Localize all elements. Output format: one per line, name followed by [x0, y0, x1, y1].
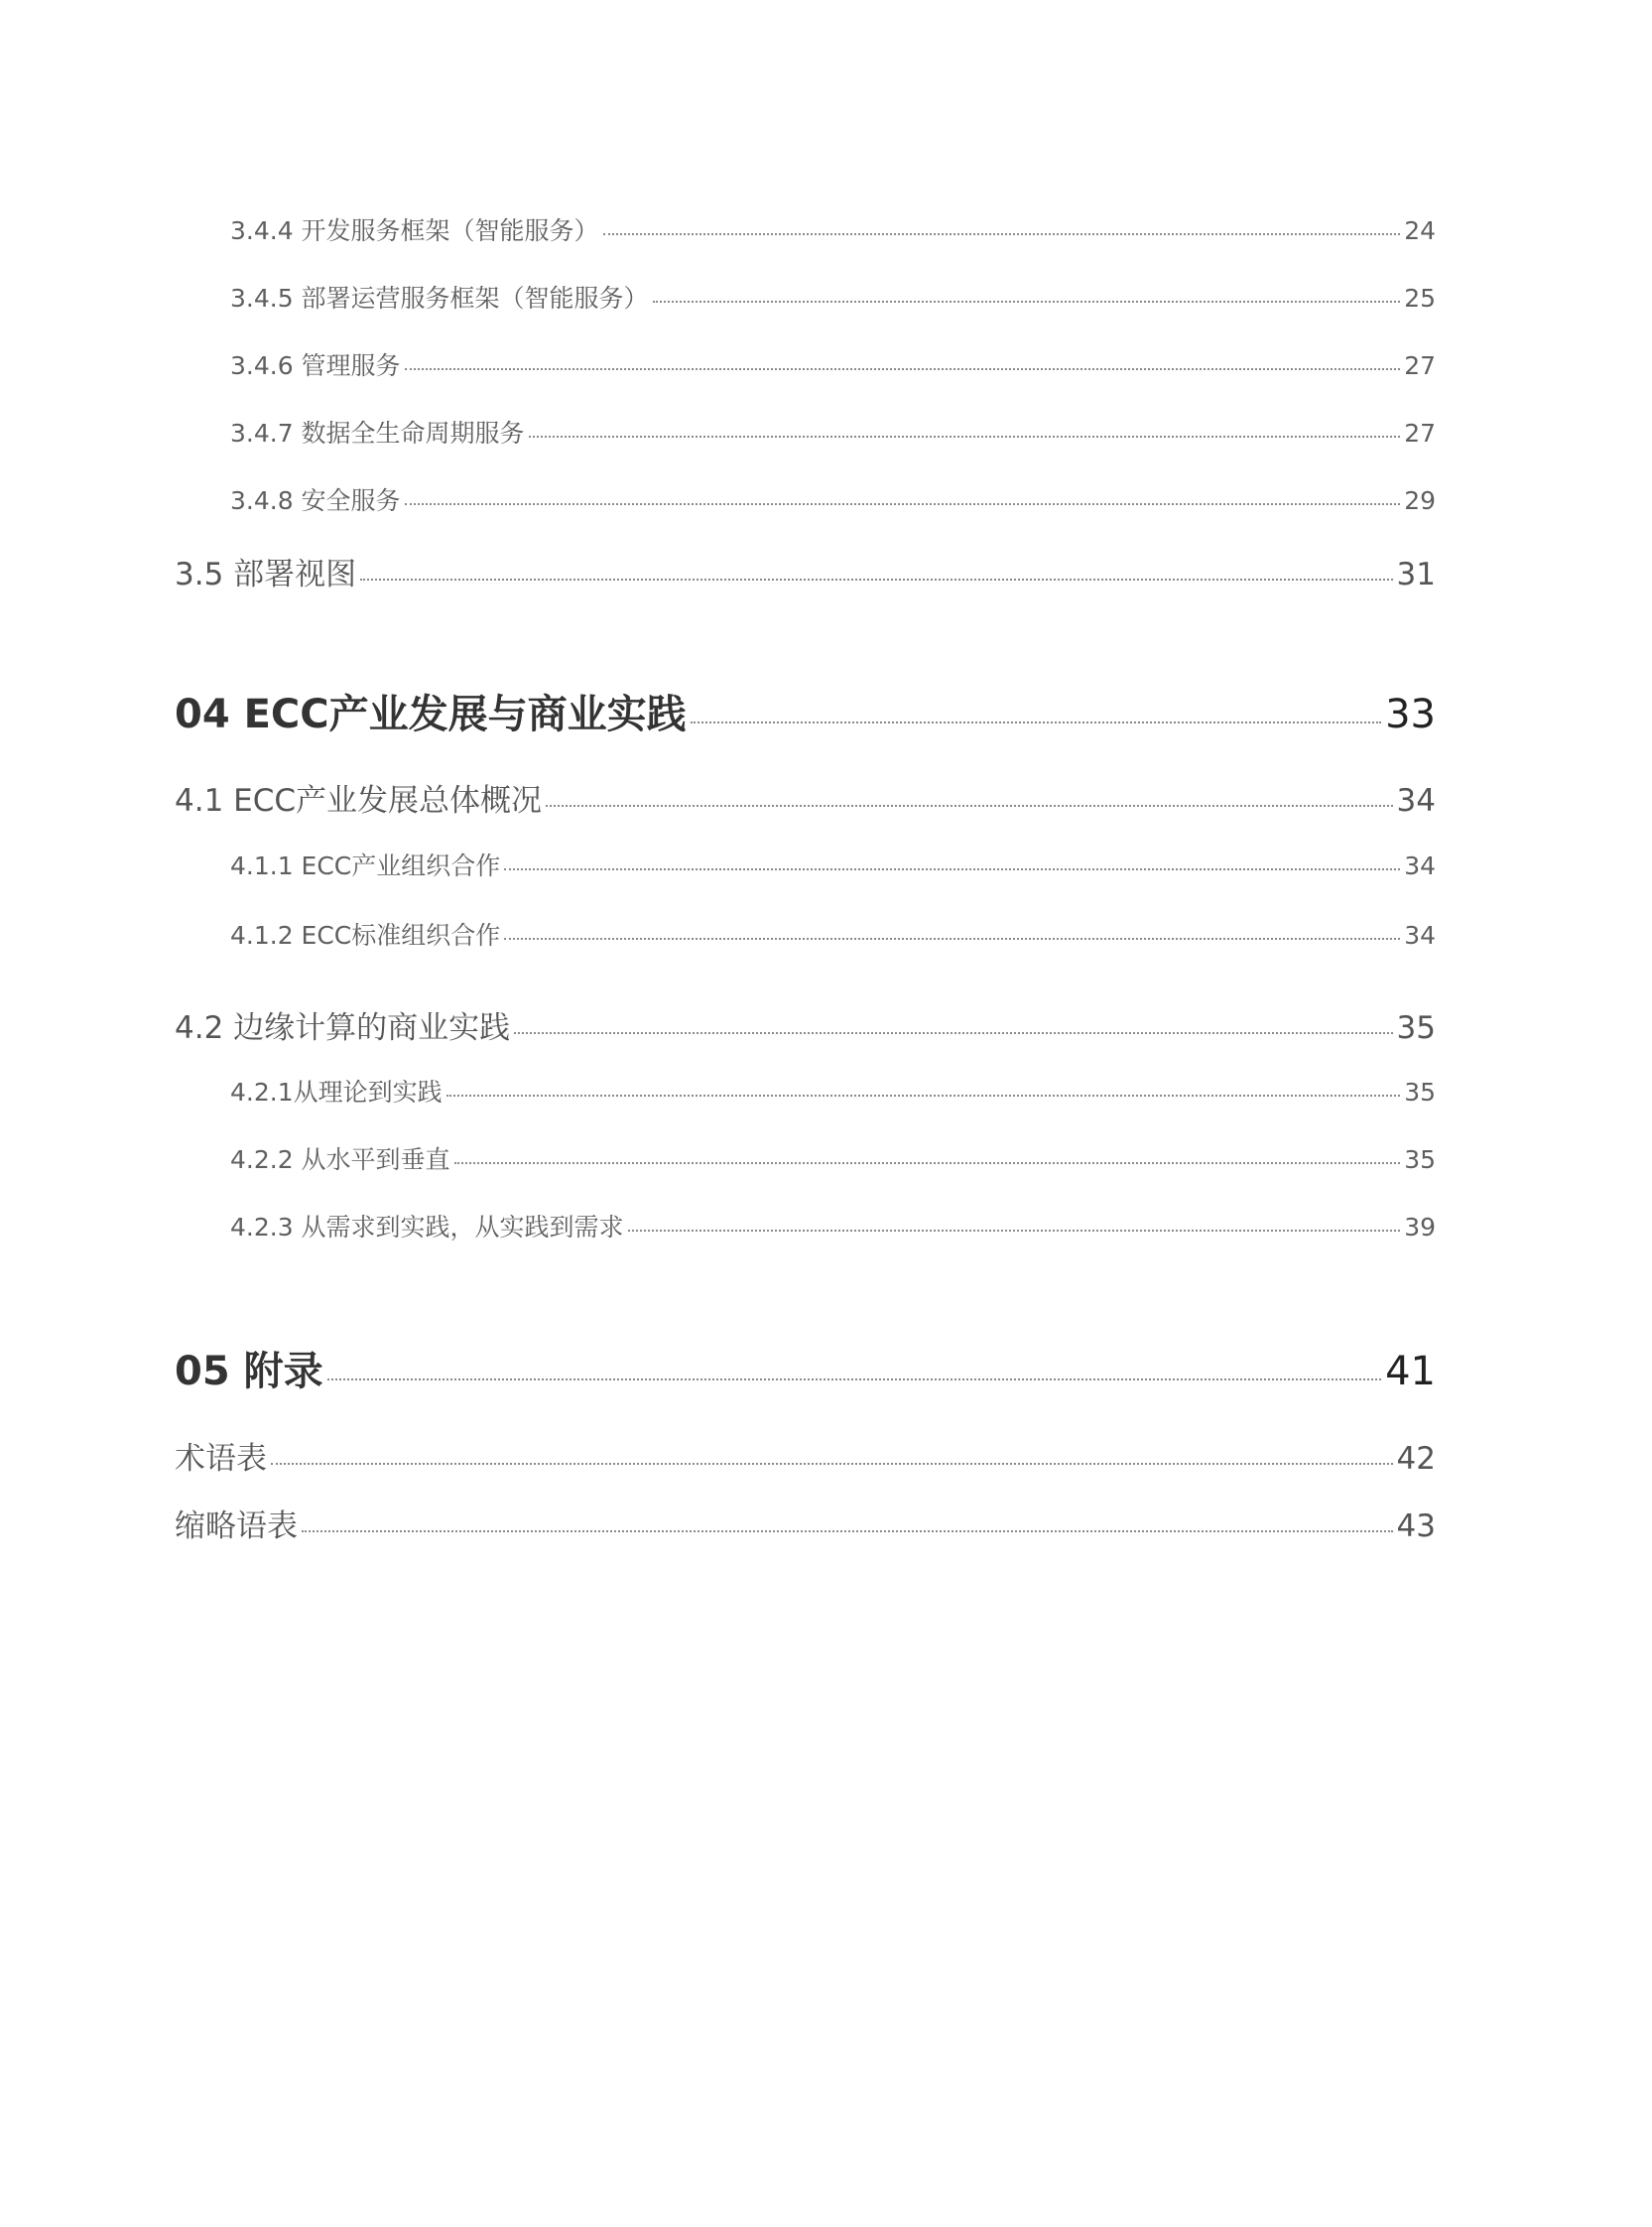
dot-leader: [405, 503, 1401, 505]
dot-leader: [327, 1378, 1382, 1380]
toc-entry-label: 4.2.3 从需求到实践，从实践到需求: [230, 1213, 624, 1242]
dot-leader: [504, 938, 1400, 940]
toc-entry-label: 04 ECC产业发展与商业实践: [175, 692, 687, 737]
toc-entry-4-2-3[interactable]: [230, 1208, 1436, 1244]
toc-chapter-04[interactable]: [175, 683, 1436, 739]
toc-entry-abbreviations[interactable]: [175, 1501, 1436, 1545]
dot-leader: [546, 805, 1393, 807]
toc-entry-4-2-1[interactable]: [230, 1073, 1436, 1109]
toc-entry-3-4-6[interactable]: [230, 346, 1436, 382]
toc-entry-page: 35: [1396, 1010, 1436, 1046]
toc-entry-page: 39: [1404, 1213, 1436, 1242]
toc-entry-page: 35: [1404, 1145, 1436, 1174]
toc-entry-label: 05 附录: [175, 1349, 323, 1394]
toc-entry-page: 34: [1404, 921, 1436, 950]
dot-leader: [360, 579, 1392, 581]
toc-entry-label: 3.4.8 安全服务: [230, 486, 401, 515]
dot-leader: [653, 301, 1401, 303]
dot-leader: [628, 1230, 1401, 1232]
toc-entry-label: 缩略语表: [175, 1508, 298, 1544]
toc-entry-4-1-2[interactable]: [230, 916, 1436, 952]
toc-entry-label: 3.4.7 数据全生命周期服务: [230, 419, 525, 448]
dot-leader: [454, 1162, 1401, 1164]
toc-entry-page: 27: [1404, 351, 1436, 380]
toc-entry-4-1[interactable]: [175, 775, 1436, 820]
toc-entry-page: 34: [1396, 783, 1436, 819]
toc-entry-4-1-1[interactable]: [230, 847, 1436, 882]
toc-entry-4-2[interactable]: [175, 1002, 1436, 1047]
toc-entry-label: 3.4.5 部署运营服务框架（智能服务）: [230, 284, 649, 313]
toc-entry-page: 43: [1396, 1508, 1436, 1544]
toc-entry-page: 33: [1385, 692, 1436, 737]
toc-entry-page: 24: [1404, 216, 1436, 245]
toc-entry-label: 3.4.4 开发服务框架（智能服务）: [230, 216, 599, 245]
toc-entry-label: 3.5 部署视图: [175, 557, 357, 592]
toc-entry-3-4-7[interactable]: [230, 414, 1436, 450]
dot-leader: [514, 1032, 1392, 1034]
toc-entry-3-4-5[interactable]: [230, 279, 1436, 315]
toc-chapter-05[interactable]: [175, 1340, 1436, 1396]
toc-entry-label: 4.1.1 ECC产业组织合作: [230, 852, 501, 880]
dot-leader: [603, 233, 1401, 235]
toc-entry-label: 术语表: [175, 1441, 267, 1477]
toc-entry-label: 4.1.2 ECC标准组织合作: [230, 921, 501, 950]
toc-entry-label: 4.2.1从理论到实践: [230, 1078, 443, 1107]
toc-entry-3-4-8[interactable]: [230, 481, 1436, 517]
toc-entry-glossary[interactable]: [175, 1433, 1436, 1478]
toc-entry-label: 3.4.6 管理服务: [230, 351, 401, 380]
dot-leader: [691, 721, 1381, 723]
toc-entry-page: 29: [1404, 486, 1436, 515]
toc-entry-label: 4.2.2 从水平到垂直: [230, 1145, 450, 1174]
toc-entry-page: 31: [1396, 557, 1436, 592]
dot-leader: [271, 1463, 1393, 1465]
toc-entry-page: 34: [1404, 852, 1436, 880]
toc-entry-4-2-2[interactable]: [230, 1140, 1436, 1176]
toc-entry-page: 25: [1404, 284, 1436, 313]
toc-entry-label: 4.2 边缘计算的商业实践: [175, 1010, 511, 1046]
toc-entry-3-4-4[interactable]: [230, 211, 1436, 247]
dot-leader: [504, 868, 1400, 870]
toc-entry-page: 41: [1385, 1349, 1436, 1394]
toc-entry-page: 35: [1404, 1078, 1436, 1107]
toc-entry-3-5[interactable]: [175, 549, 1436, 593]
dot-leader: [405, 368, 1401, 370]
dot-leader: [529, 436, 1401, 438]
toc-entry-page: 27: [1404, 419, 1436, 448]
dot-leader: [446, 1095, 1401, 1097]
dot-leader: [302, 1530, 1393, 1532]
toc-entry-label: 4.1 ECC产业发展总体概况: [175, 783, 543, 819]
toc-entry-page: 42: [1396, 1441, 1436, 1477]
